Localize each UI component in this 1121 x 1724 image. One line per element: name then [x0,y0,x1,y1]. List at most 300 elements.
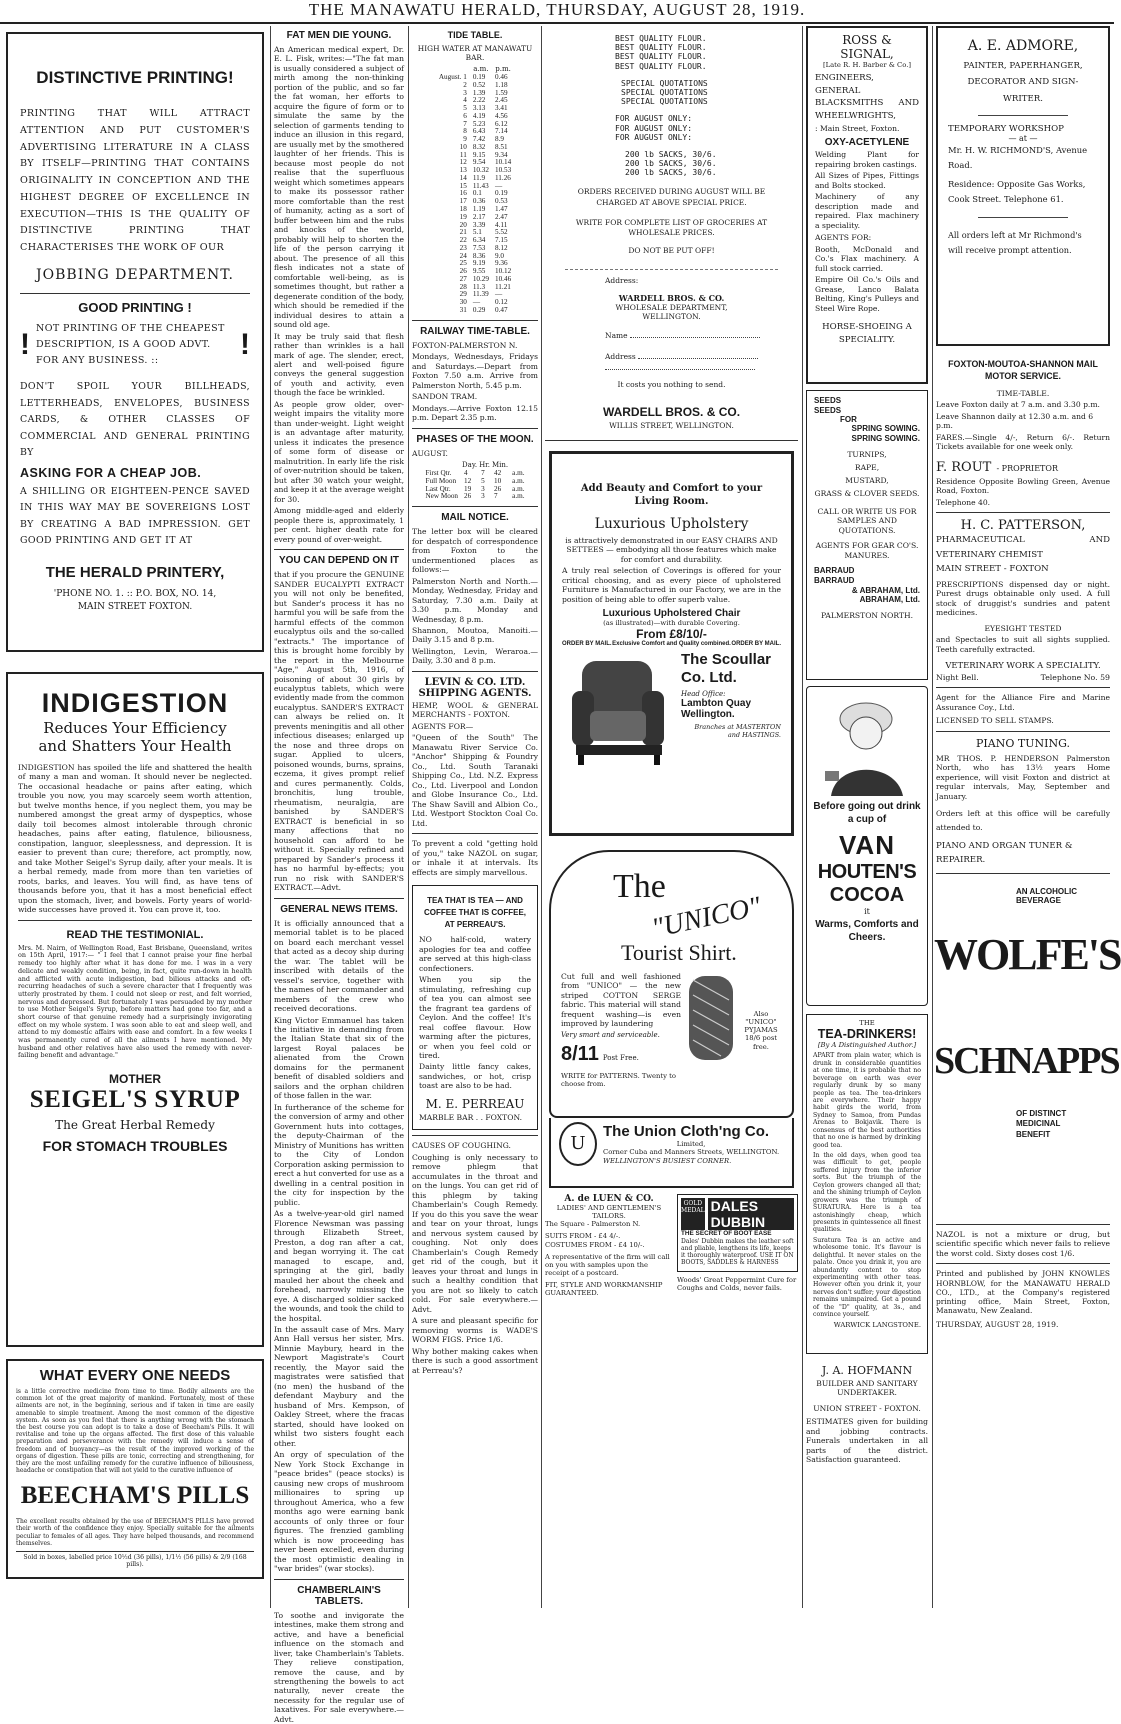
tide-cell: 2.22 [472,96,486,105]
tide-cell: 7.42 [472,135,486,144]
news-body-5: In the assault case of Mrs. Mary Ann Hall versus her sister, Mrs. Minnie Maybury, heard in the Newport Magistrate's Court recently, the Mayor said the magistrates were satisfied that (no men) the husband of the defendant Maybury and the husband of Mrs. Kempson, of Oakley Street, where the fracas started, should have looked on whilst two sisters fought each other. [274,1325,404,1448]
shilling-text: A SHILLING OR EIGHTEEN-PENCE SAVED IN THIS WAY MAY BE SOVEREIGNS LOST BY CREATING A BAD IMPRESSION. GET GOOD PRINTING AND GET IT AT [20,485,250,547]
news-body-3: In furtherance of the scheme for the conversion of army and other Government huts into cottages, the deputy-Chairman of the Ministry of Munitions has written to the City of London Corporation asking permission to erect a hut converted for use as a dwelling in a central position in the city for inspection by the public. [274,1102,404,1207]
tablets-title: CHAMBERLAIN'S TABLETS. [297,1584,381,1607]
mail-body-4: Wellington, Levin, Weraroa.—Daily, 3.30 and 8 p.m. [412,646,538,666]
unico-serviceable: Very smart and serviceable. [561,1030,660,1039]
moon-cell: a.m. [512,469,525,478]
moon-cell: 4 [464,469,468,478]
tide-cell: 11.43 [472,181,489,190]
piano-title: PIANO TUNING. [976,736,1070,750]
news-body-6: An orgy of speculation of the New York Stock Exchange in "peace brides" (peace stocks) is causing new crops of mushroom millionaires to spring up throughout America, who a few months ago were earning bank accounts of only three or four figures. The frenzied gambling which is now proceeding has never been excelled, even during the most optimistic dealing in "war brides" (war stocks). [274,1450,404,1574]
van-line: VAN [839,830,895,860]
rail-sub: FOXTON-PALMERSTON N. [412,340,518,350]
moon-cell: Full Moon [425,476,457,485]
indigestion-title: INDIGESTION [41,688,229,718]
news-body-2: King Victor Emmanuel has taken the initiative in demanding from the Italian State that six of the largest Royal palaces be alienated from the Crown domains for the permanent benefit of disabled soldiers and sailors and the orphan children of those fallen in the war. [274,1015,404,1101]
patterson-main: MAIN STREET - FOXTON [936,563,1049,574]
agents-body-2: Empire Oil Co.'s Oils and Grease, Lanco Balata Belting, King's Pulleys and Steel Wire Rope. [815,275,919,313]
tide-cell: 1.47 [494,205,508,214]
deluen-suits: SUITS FROM - £4 4/-. [545,1232,621,1241]
admore-ad [936,26,1110,346]
tea-the: THE [859,1019,875,1027]
tide-cell: 23 [459,243,467,252]
tide-cell: 11.3 [472,282,486,291]
costs-note: It costs you nothing to send. [617,379,726,389]
tide-cell: 3 [463,88,467,97]
indigestion-ad [6,672,264,1347]
tide-cell: 8 [463,127,467,136]
ross-eng: ENGINEERS, GENERAL BLACKSMITHS AND WHEELWRIGHTS, [815,73,919,121]
tide-cell: 16 [459,189,467,198]
vet-work: VETERINARY WORK A SPECIALITY. [945,660,1101,671]
moon-cell: Last Qtr. [425,484,451,493]
unico-write: WRITE for PATTERNS. Twenty to choose from. [561,1071,676,1088]
tide-cell: 1.18 [494,80,508,89]
tide-cell: 30 [459,298,467,307]
dales-brand: DALES DUBBIN [708,1198,794,1230]
column-2 [274,26,404,1724]
tide-cell: 4.11 [494,220,508,229]
admore-at: — at — [1008,133,1038,143]
moon-cell: 10 [494,476,502,485]
column-rule [270,26,271,1608]
depend-title: YOU CAN DEPEND ON IT [278,555,399,567]
mail-body: The letter box will be cleared for despatch of correspondence from Foxton to the undermentioned places as follows:— [412,527,538,575]
ross-sub: [Late R. H. Barber & Co.] [822,61,912,69]
august-only-line: FOR AUGUST ONLY: [615,123,693,133]
levin-sub: HEMP, WOOL & GENERAL MERCHANTS - FOXTON. [412,700,538,720]
fat-body-4: Among middle-aged and elderly people there is, approximately, 1 per cent. higher death rate for every pound of over-weight. [274,506,404,544]
sandon-title: SANDON TRAM. [412,392,478,402]
tea-body-2: In the old days, when good tea was difficult to get, people suffered injury from the inferior sorts. But the triumph of the Ceylon growers changed all that; and the shining triumph of Ceylon growers was the triumph of SURATURA. Here is a tea astonishingly cheap, which presents in quintessence all finest qualities. [813,1152,921,1234]
exclusive-note: Exclusive Comfort and Quality combined. [612,641,731,648]
mail-body-3: Shannon, Moutoa, Manoiti.—Daily 3.15 and 8 p.m. [412,626,538,645]
ross-name: ROSS & SIGNAL, [840,33,894,61]
tea-title: TEA THAT IS TEA — AND COFFEE THAT IS COFFEE, AT PERREAU'S. [423,896,527,930]
nazol-note-2: NAZOL is not a mixture or drug, but scientific specific which never fails to relieve the worst cold. Sixty doses cost 1/6. [936,1229,1110,1258]
tide-cell: 9.54 [472,158,486,167]
spectacles: and Spectacles to suit all sights supplied. Teeth carefully extracted. [936,635,1110,654]
testimonial-body: Mrs. M. Nairn, of Wellington Road, East Brisbane, Queensland, writes on 15th April, 1917:— " I feel that I cannot praise your fine herbal remedy too highly after what it has done for me. I was in a very delicate and weakly condition, being, in fact, quite run-down in health and afflicted with acute indigestion, bad bilious attacks and oft-recurring headaches of such a severe character that I frequently was utterly prostrated by them. I could not sleep or rest, and felt worried, nervous and depressed. But fortunately I was persuaded by my mother to use Mother Seigel's Syrup, before matters had gone too far, and a short course of that genuine remedy had a surprisingly invigorating effect on my whole system. I was soon able to eat and sleep well, and attend to my domestic affairs with ease and comfort. In a few weeks I was permanently cured of all the ailments I have mentioned. My husband and other relatives have also used the remedy with never-failing benefit and advantage." [18,943,252,1060]
seed-item: TURNIPS, [847,450,887,460]
wardell-flour-ad [545,26,798,177]
chair-price: From £8/10/- [636,627,707,642]
testimonial-title: READ THE TESTIMONIAL. [66,928,204,941]
name-label: Name [605,330,628,340]
tide-cell: 18 [459,205,467,214]
flour-line: BEST QUALITY FLOUR. [615,52,707,62]
medicinal-benefit: OF DISTINCT MEDICINAL BENEFIT [1016,1108,1067,1139]
tide-cell: 7 [463,119,467,128]
unico-post: Post Free. [602,1053,639,1062]
moon-cell: a.m. [512,484,525,493]
good-printing-body: NOT PRINTING OF THE CHEAPEST DESCRIPTION, IS A GOOD ADVT. FOR ANY BUSINESS. :: [36,323,225,367]
pyjamas-note: Also "UNICO" PYJAMAS 18/6 post free. [744,1009,778,1051]
seeds-call: CALL OR WRITE US FOR SAMPLES AND QUOTATIONS. [817,507,917,535]
tide-cell: 28 [459,282,467,291]
column-rule [932,26,933,1608]
barraud-line: BARRAUD [814,576,855,586]
piano-orders: Orders left at this office will be carefully attended to. [936,809,1110,832]
levin-agents: AGENTS FOR— [412,721,474,731]
dales-body: Dales' Dubbin makes the leather soft and pliable, lengthens its life, keeps it thoroughly waterproof. USE IT ON BOOTS, SADDLES & HARNESS [681,1237,794,1267]
deluen-costumes: COSTUMES FROM - £4 10/-. [545,1240,645,1249]
seed-item: RAPE, [854,463,880,473]
column-rule [802,26,803,1608]
tide-cell: 8.36 [472,251,486,260]
tourist-shirt: Tourist Shirt. [621,939,737,965]
wade-note: A sure and pleasant specific for removing worms is WADE'S WORM FIGS. Price 1/6. [412,1316,538,1345]
tide-cell: 8.9 [494,135,504,144]
unico-the: The [613,867,666,905]
beecham-brand: BEECHAM'S PILLS [20,1482,250,1510]
tide-cell: 4 [463,96,467,105]
ross-address: : Main Street, Foxton. [815,123,900,133]
flour-line: BEST QUALITY FLOUR. [615,43,707,53]
column-5 [806,26,928,1608]
tide-cell: 8.51 [494,142,508,151]
news-title: GENERAL NEWS ITEMS. [280,903,398,915]
spring-sowing-line: SPRING SOWING. [851,424,920,434]
tide-cell: 26 [459,267,467,276]
quotation-line: SPECIAL QUOTATIONS [621,97,708,107]
imprint: Printed and published by JOHN KNOWLES HORNBLOW, for the MANAWATU HERALD CO., LTD., at the Company's registered printing office, Main Street, Foxton, Manawatu, New Zealand. [936,1269,1110,1316]
timetable-label: TIME-TABLE. [996,388,1050,398]
unico-price: 8/11 [561,1042,599,1065]
seeds-manures: AGENTS FOR GEAR CO'S. MANURES. [815,541,919,560]
tea-by: [By A Distinguished Author.] [817,1041,917,1050]
tide-cell: 8.32 [472,142,486,151]
tide-cell: 9 [463,135,467,144]
patterson-presc: PRESCRIPTIONS dispensed day or night. Purest drugs obtainable only used. A full stock of druggist's sundries and patent medicines. [936,579,1110,618]
tea-body-3: Suratura Tea is an active and wholesome tonic. It's flavour is delightful. It never stales on the palate. Once you drink it, you are abundantly content to stop experimenting with other teas. However often you drink it, your nerves don't suffer; your digestion remains unimpaired. Get a pound of the "D" quality, at 3s., and convince yourself. [813,1236,922,1319]
alliance-agent: Agent for the Alliance Fire and Marine Assurance Coy., Ltd. [936,693,1110,712]
tide-cell: 5 [463,104,467,113]
tide-cell: 0.52 [472,80,486,89]
tide-cell: 10.32 [472,166,489,175]
chair-title: Luxurious Upholstered Chair [602,608,741,620]
tide-cell: 0.19 [472,73,486,81]
union-address: Corner Cuba and Manners Streets, WELLINGTON. [603,1148,780,1157]
tea-author: WARWICK LANGSTONE. [833,1320,921,1329]
scoullar-name: The Scoullar Co. Ltd. [681,651,772,686]
rail-body: Mondays, Wednesdays, Fridays and Saturdays.—Depart from Foxton 7.50 a.m. Arrive from Palmerston North, 5.45 p.m. [412,352,538,390]
wardell-city: WELLINGTON. [642,311,701,321]
lambton-address: Lambton Quay Wellington. [681,697,752,720]
tide-cell: 11.21 [494,282,511,291]
tide-cell: 10.29 [472,274,489,283]
patterson-name: H. C. PATTERSON, [960,517,1086,533]
tide-cell: 4.19 [472,111,486,120]
sack-price-line: 200 lb SACKS, 30/6. [625,159,717,169]
tide-cell: 5.1 [472,228,482,237]
tide-cell: 2 [463,80,467,89]
sandon-body: Mondays.—Arrive Foxton 12.15 p.m. Depart 2.35 p.m. [412,403,538,423]
tide-cell: 11.9 [472,173,486,182]
agents-title: AGENTS FOR: [815,233,872,243]
unico-brand: "UNICO" [649,890,764,945]
lady-drinking-illustration [811,691,921,796]
cough-body: Coughing is only necessary to remove phlegm that accumulates in the throat and on the lungs. You can get rid of this phlegm by taking Chamberlain's Cough Remedy. If you do this you save the wear and tear on your throat, lungs and nervous system caused by coughing. Not only does Chamberlain's Cough Remedy get rid of the cough, but it leaves your throat and lungs in such a healthy condition that you are not so likely to catch cold. For sale everywhere.—Advt. [412,1152,538,1314]
deluen-name: A. de LUEN & CO. [564,1193,654,1204]
hofmann-sub: BUILDER AND SANITARY UNDERTAKER. [816,1379,918,1398]
moon-cell: 12 [464,476,472,485]
wardell-name: WARDELL BROS. & CO. [618,292,725,303]
dales-ad [677,1194,798,1272]
cakes-note: Why bother making cakes when there is such a good assortment at Perreau's? [412,1346,538,1375]
moon-cell: 19 [464,484,472,493]
tide-cell: 24 [459,251,467,260]
seeds-for: FOR [840,415,857,425]
dales-medal: GOLD MEDAL [681,1198,705,1230]
tide-header-cell: a.m. [473,65,489,73]
moon-header-cell: Hr. [479,461,490,470]
column-6 [934,26,1121,1608]
printery-name: THE HERALD PRINTERY, [45,563,225,581]
tide-cell: 7.15 [494,236,508,245]
admore-richmond: Mr. H. W. RICHMOND'S, Avenue Road. [948,144,1088,171]
fat-title: FAT MEN DIE YOUNG. [286,30,392,41]
upholstery-top: Add Beauty and Comfort to your Living Room. [580,482,763,507]
perreau-sub: MARBLE BAR . . FOXTON. [419,1112,523,1122]
cocoa-it: it [864,907,870,916]
oxy-body: Welding Plant for repairing broken castings. [815,150,919,169]
tide-cell: 11.26 [494,173,511,182]
tide-cell: 19 [459,212,467,221]
upholstery-body: is attractively demonstrated in our EASY CHAIRS AND SETTEES — embodying all those features which make for comfort and durability. [565,535,778,564]
spring-sowing-line: SPRING SOWING. [851,433,920,443]
tide-cell: 10.53 [494,166,512,175]
tide-cell: 1.59 [494,88,508,97]
wardell-name-2: WARDELL BROS. & CO. [602,404,741,419]
tide-cell: 2.47 [494,212,508,221]
august-only-line: FOR AUGUST ONLY: [615,114,693,124]
rout-proprietor: - PROPRIETOR [996,463,1058,473]
orders-note: ORDERS RECEIVED DURING AUGUST WILL BE CHARGED AT ABOVE SPECIAL PRICE. [577,187,766,207]
seeds-line: SEEDS [814,405,842,415]
unico-body: Cut full and well fashioned from "UNICO" — the new striped COTTON SERGE fabric. This material will stand frequent washing—is even improved by laundering [561,971,681,1029]
hofmann-street: UNION STREET - FOXTON. [813,1403,921,1413]
scoullar-ad [549,451,794,836]
tea-body-2: When you sip the stimulating, refreshing cup of tea you can almost see the fragrant tea gardens of Ceylon. And the coffee! It's real coffee flavour. How warming after the pictures, or when you feel cold or tired. [419,975,531,1060]
august-only-line: FOR AUGUST ONLY: [615,132,693,142]
tide-cell: 4.56 [494,111,508,120]
tide-cell: 5.23 [472,119,486,128]
seigel-remedy: The Great Herbal Remedy [55,1118,215,1133]
union-name: The Union Cloth'ng Co. [603,1123,770,1141]
moon-header-cell: Day. [462,461,478,470]
beecham-title: WHAT EVERY ONE NEEDS [39,1367,231,1384]
moon-cell: a.m. [512,492,525,501]
piano-body: MR THOS. P. HENDERSON Palmerston North, who has 13½ years Home experience, will visit Foxton and district at regular intervals, May, September and January. [936,753,1110,801]
upholstery-body-2: A truly real selection of Coverings is offered for your critical choosing, and as every piece of upholstered Furniture is Manufactured in our Factory, we are in the position of being able to offer superb value. [562,566,781,604]
column-1 [6,26,264,1608]
ask-cheap: ASKING FOR A CHEAP JOB. [20,465,202,480]
tide-cell: 9.36 [494,259,508,268]
abraham-line: & ABRAHAM, Ltd. [851,585,920,595]
masthead: THE MANAWATU HERALD, THURSDAY, AUGUST 28, 1919. [0,0,1114,24]
upholstery-title: Luxurious Upholstery [594,515,749,532]
order-by-mail: ORDER BY MAIL. [562,641,612,648]
printery-street: MAIN STREET FOXTON. [77,601,193,612]
tide-cell: 20 [459,220,467,229]
tide-cell: 0.29 [472,305,486,314]
moon-row [422,493,527,501]
night-bell: Night Bell. [936,673,979,683]
flour-line: BEST QUALITY FLOUR. [615,61,707,71]
tide-cell: 10.46 [494,274,512,283]
tide-cell: 21 [459,228,467,237]
news-body: It is officially announced that a memorial tablet is to be placed on board each merchant vessel that acted as a decoy ship during the war. The tablet will be inscribed with details of the vessel's service, together with the names of her commander and members of the crew who received decorations. [274,918,404,1014]
tide-cell: 29 [459,290,467,299]
union-foot: WELLINGTON'S BUSIEST CORNER. [603,1156,732,1165]
tide-cell: 9.19 [472,259,486,268]
levin-list: "Queen of the South" The Manawatu River Service Co. "Anchor" Shipping & Foundry Co., Ltd. South Taranaki Shipping Co., Ltd. N.Z. Express Co., Ltd. Liverpool and London and Globe Insurance Co., Ltd. The Shaw Savill and Albion Co., Ltd. Westport Stockton Coal Co. Ltd. [412,733,538,828]
tide-cell: 9.55 [472,267,486,276]
uc-monogram-icon: U [559,1122,597,1166]
tide-cell: 6.43 [472,127,486,136]
fat-body: An American medical expert, Dr. E. L. Fisk, writes:—"The fat man is usually considered a subject of mirth among the non-thinking portion of the public, and so far the fat woman, her efforts to acquire the figure of form or to simulate the same by the selection of garments tending to induce an illusion in this regard, are usually met by the smothered laughter of her friends. This is because most people do not realise that the superfluous weight which sometimes appears to make its possessor rather more comfortable than the rest of humanity, acting as a sort of buffer between him and the rubs and knocks of the world, probably will help to shorten the life of the person carrying it about. The presence of all this flesh indicates not a state of comfortable well-being, as is sometimes thought, but rather a degenerate condition of the body, which should be remedied if the individual desires to attain a sound old age. [274,45,404,330]
woods-note: Woods' Great Peppermint Cure for Coughs and Colds, never fails. [677,1275,797,1293]
column-rule [541,26,542,1608]
tide-cell: 3.13 [472,104,486,113]
flour-line: BEST QUALITY FLOUR. [615,34,707,43]
tea-body-3: Dainty little fancy cakes, sandwiches, or hot, crisp toast are also to be had. [419,1062,531,1091]
column-3 [412,26,538,1608]
tide-cell: 10 [459,142,467,151]
moon-cell: 3 [481,484,485,493]
tide-cell: 27 [459,274,467,283]
head-office-label: Head Office: [681,689,726,698]
printery-phone: 'PHONE NO. 1. :: P.O. BOX, NO. 14, [53,588,217,599]
tide-cell: 0.53 [494,197,508,206]
moon-cell: 26 [464,492,472,501]
tide-cell: 9.0 [494,251,504,260]
beecham-foot: The excellent results obtained by the use of BEECHAM'S PILLS have proved their worth of the confidence they enjoy. Specially suitable for the ailments peculiar to females of all ages. They have helped thousands, and recommend themselves. [16,1518,254,1547]
mail-motor-title: FOXTON-MOUTOA-SHANNON MAIL MOTOR SERVICE. [948,359,1098,382]
levin-title: LEVIN & CO. LTD. SHIPPING AGENTS. [418,676,532,699]
sack-price-line: 200 lb SACKS, 30/6. [625,149,717,159]
nazol-note: To prevent a cold "getting hold of you," take NAZOL on sugar, or inhale it at intervals. Its effects are simply marvellous. [412,839,538,877]
moon-table [422,460,527,501]
moon-cell: 7 [494,492,498,501]
seed-item: MUSTARD, [845,476,889,486]
column-4 [545,26,798,1608]
moon-cell: a.m. [512,476,525,485]
write-note: WRITE FOR COMPLETE LIST OF GROCERIES AT WHOLESALE PRICES. [575,217,768,237]
tide-cell: — [494,181,503,190]
fat-body-2: It may be truly said that flesh rather than wrinkles is a hall mark of age. The slender, erect, alert and well-poised figure conveys the general suggestion of youth and activity, even though the face be wrinkled. [274,331,404,398]
rail-title: RAILWAY TIME-TABLE. [420,325,530,337]
tide-cell: — [494,290,503,299]
tide-cell: 7.53 [472,243,486,252]
tide-cell: 15 [459,181,467,190]
tide-row [436,307,514,315]
schnapps-wordmark: SCHNAPPS [934,1039,1119,1082]
beecham-sold: Sold in boxes, labelled price 10½d (36 pills), 1/1½ (56 pills) & 2/9 (168 pills). [16,1551,254,1569]
beecham-ad [6,1359,264,1579]
address-field-label: Address [605,351,636,361]
tide-cell: 0.12 [494,298,508,307]
houtens-line: HOUTEN'S [817,861,917,883]
indigestion-sub1: Reduces Your Efficiency [43,719,227,737]
barraud-line: BARRAUD [814,566,855,576]
cough-title: CAUSES OF COUGHING. [412,1141,511,1151]
not-put-off: DO NOT BE PUT OFF! [628,245,715,255]
tide-cell: 9.15 [472,150,486,159]
tide-cell: — [472,298,480,307]
oxy-body-2: All Sizes of Pipes, Fittings and Bolts stocked. [815,171,919,190]
news-body-4: As a twelve-year-old girl named Florence Newsman was passing through Elizabeth Street, Preston, a dog ran after a cat, and began worrying it. The cat managed to escape, and, springing at the girl, badly mauled her about the cheek and forehead, narrowly missing the eye. A discharged soldier sacked the wounds, and took the child to the hospital. [274,1209,404,1323]
hofmann-name: J. A. HOFMANN [821,1364,913,1377]
wolfe-ad [934,879,1121,1219]
tide-cell: 17 [459,197,467,206]
tide-cell: 9.34 [494,150,508,159]
admore-temp: TEMPORARY WORKSHOP [948,123,1064,134]
sack-price-line: 200 lb SACKS, 30/6. [625,168,717,178]
tide-cell: 25 [459,259,467,268]
unico-ad [549,850,794,1118]
admore-orders: All orders left at Mr Richmond's will receive prompt attention. [948,230,1082,256]
moon-cell: New Moon [425,492,459,501]
armchair-illustration [562,651,677,771]
tea-drinkers-ad [806,1014,928,1354]
admore-name: A. E. ADMORE, [967,38,1079,54]
deluen-rep: A representative of the firm will call on you with samples upon the receipt of a postcard. [545,1252,670,1278]
tide-cell: 0.1 [472,189,482,198]
printing-dept: JOBBING DEPARTMENT. [36,267,234,284]
fares: FARES.—Single 4/-, Return 6/-. Return Tickets available for one week only. [936,432,1110,452]
tide-cell: 6 [463,111,467,120]
mail-title: MAIL NOTICE. [441,512,509,524]
leave-shannon: Leave Shannon daily at 12.30 a.m. and 6 p.m. [936,411,1094,431]
oxy-title: OXY-ACETYLENE [824,137,910,149]
admore-sub: PAINTER, PAPERHANGER, DECORATOR AND SIGN-WRITER. [963,61,1083,104]
tide-cell: 0.36 [472,197,486,206]
beecham-body: is a little corrective medicine from time to time. Bodily ailments are the common lot of the great majority of mankind. Fortunately, most of these ailments are not, in the beginning, serious and if taken in time are easily amenable to simple treatment. Among the most common of the digestive system. As soon as you feel that there is anything wrong with the stomach the best course you can adopt is to take a dose of Beecham's Pills. It will revitalise and tone up the organs affected. The first dose of this valuable preparation and perseverance with the remedy will induce a sense of freedom and of buoyancy—as the result of the improved working of the organs of digestion. These pills are tonic, correcting and strengthening, for they are the most unfailing remedy for the curative influence of biliousness, headache or constipation that will not yield to the curative influence of [16,1388,254,1475]
moon-cell: First Qtr. [425,469,452,478]
tide-cell: 31 [459,305,467,314]
cocoa-line: COCOA [829,884,905,906]
perreau-name: M. E. PERREAU [425,1096,525,1111]
tide-cell: 10.14 [494,158,512,167]
printing-ad [6,32,264,652]
wardell-dept: WHOLESALE DEPARTMENT, [615,302,728,312]
rout-tel: Telephone 40. [936,497,991,507]
tide-cell: 13 [459,166,467,175]
licensed-stamps: LICENSED TO SELL STAMPS. [936,716,1054,726]
printing-body: PRINTING THAT WILL ATTRACT ATTENTION AND PUT CUSTOMER'S ADVERTISING LITERATURE IN A CLASS BY ITSELF—PRINTING THAT CONTAINS ORIGINALITY IN CONCEPTION AND THE HIGHEST DEGREE OF EXCELLENCE IN EXECUTION—THIS IS THE QUALITY OF DISTINCTIVE PRINTING THAT CHARACTERISES THE WORK OF OUR [20,108,250,254]
tide-cell: August. 1 [438,73,467,81]
name-field[interactable] [605,331,798,340]
chair-sub: (as illustrated)—with durable Covering. [603,619,740,628]
indigestion-body: INDIGESTION has spoiled the life and shattered the health of many a man and woman. It should never be neglected. The occasional headache or pains after eating, which trouble you now, you may scarcely seem worth attention, but twelve months hence, if you neglect them, you may be numbered amongst the great army of dyspeptics, whose daily toil becomes almost intolerable through chronic headaches, pains after eating, flatulence, biliousness, constipation, languor, sleeplessness, and depression. It is easier to prevent than cure; therefore, act promptly, now, and take Mother Seigel's Syrup daily, after your meals. It is a herbal remedy, made from more than ten varieties of roots, barks, and leaves. You will find, as have tens of thousands before you, that it has a most beneficial effect upon the stomach, liver, and bowels. Forty years of world-wide successes have proved it. You can prove it, too. [18,763,252,915]
moon-header-cell: Min. [492,461,509,470]
dales-sub: THE SECRET OF BOOT EASE [681,1229,772,1237]
mother-label: MOTHER [109,1072,161,1087]
horse-shoeing: HORSE-SHOEING A SPECIALITY. [822,322,912,346]
deluen-fit: FIT, STYLE AND WORKMANSHIP GUARANTEED. [545,1281,663,1298]
piano-tuner: PIANO AND ORGAN TUNER & REPAIRER. [936,840,1073,866]
tide-cell: 2.45 [494,96,508,105]
tea-title: TEA-DRINKERS! [817,1027,917,1042]
address-field[interactable] [605,352,798,361]
alcoholic-beverage: AN ALCOHOLIC BEVERAGE [1016,886,1078,906]
tide-cell: 3.41 [494,104,508,113]
tide-title: TIDE TABLE. [447,30,503,40]
ross-ad [806,26,928,384]
